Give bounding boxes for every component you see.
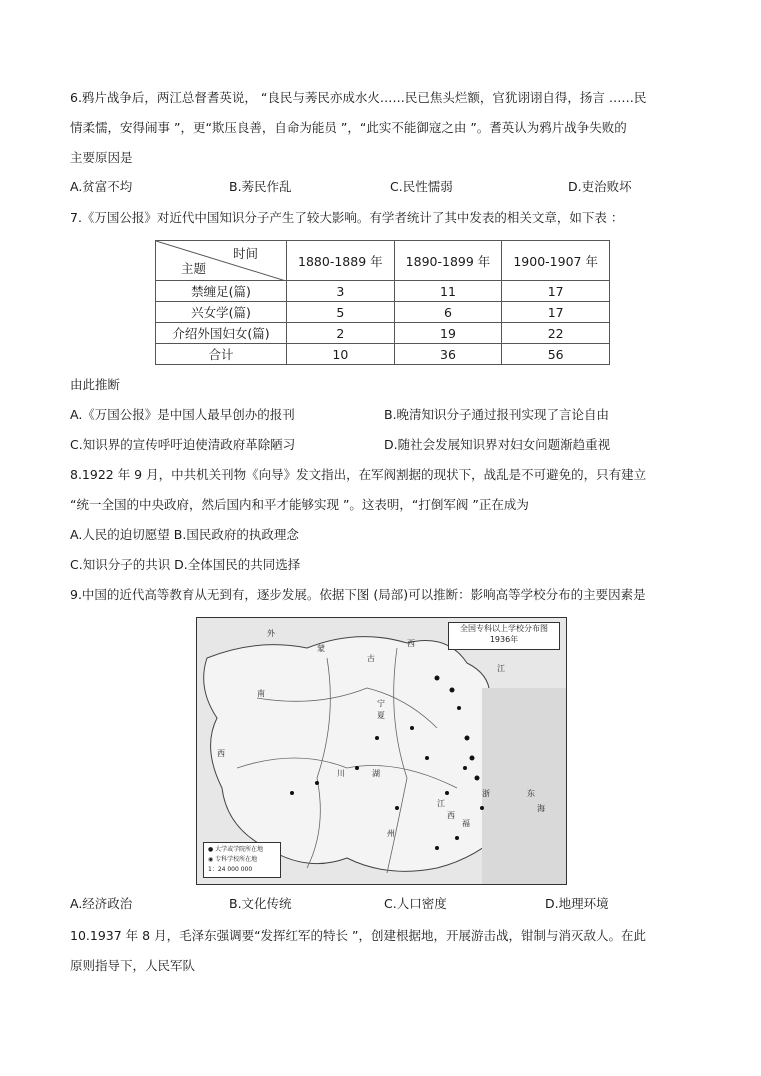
q10-stem-line2: 原则指导下，人民军队 <box>70 958 196 973</box>
corner-topic-label: 主题 <box>181 261 207 276</box>
q6-option-d: D.吏治败坏 <box>568 179 632 194</box>
map-label: 宁 <box>377 699 385 708</box>
table-corner-cell <box>156 241 287 281</box>
row-label: 介绍外国妇女(篇) <box>156 323 287 344</box>
q9-option-a: A.经济政治 <box>70 896 133 911</box>
legend-college: 专科学校所在地 <box>215 856 258 863</box>
map-label: 西 <box>407 639 415 648</box>
table-cell: 6 <box>394 302 502 323</box>
q9-stem: 9.中国的近代高等教育从无到有，逐步发展。依据下图 (局部)可以推断：影响高等学校分布的主要因素是 <box>70 587 646 602</box>
table-cell: 56 <box>502 344 610 365</box>
row-label: 禁缠足(篇) <box>156 281 287 302</box>
row-label: 兴女学(篇) <box>156 302 287 323</box>
map-label: 南 <box>257 689 265 698</box>
map-label: 福 <box>462 819 470 828</box>
map-label: 海 <box>537 804 545 813</box>
q8-stem-line1: 8.1922 年 9 月，中共机关刊物《向导》发文指出，在军阀割据的现状下，战乱是不可避免的，只有建立 <box>70 467 647 482</box>
map-label: 西 <box>447 811 455 820</box>
table-cell: 36 <box>394 344 502 365</box>
map-year: 1936年 <box>489 635 519 644</box>
row-label: 合计 <box>156 344 287 365</box>
table-cell: 17 <box>502 281 610 302</box>
map-label: 江 <box>437 799 445 808</box>
map-label: 蒙 <box>317 644 325 653</box>
table-cell: 10 <box>287 344 395 365</box>
column-header: 1880-1889 年 <box>287 241 395 281</box>
university-marker-icon: ● <box>208 846 214 853</box>
map-label: 西 <box>217 749 225 758</box>
column-header: 1890-1899 年 <box>394 241 502 281</box>
q7-option-c: C.知识界的宣传呼吁迫使清政府革除陋习 <box>70 437 296 452</box>
q6-stem-line3: 主要原因是 <box>70 150 133 165</box>
q9-option-d: D.地理环境 <box>545 896 609 911</box>
map-label: 州 <box>387 829 395 838</box>
q7-statistics-table <box>155 240 610 365</box>
corner-time-label: 时间 <box>232 246 258 261</box>
q7-infer: 由此推断 <box>70 377 121 392</box>
map-label: 湖 <box>372 769 380 778</box>
college-marker-icon: ◉ <box>208 856 214 863</box>
diagonal-line <box>156 241 286 281</box>
column-header: 1900-1907 年 <box>502 241 610 281</box>
table-cell: 19 <box>394 323 502 344</box>
map-legend <box>203 842 281 878</box>
q7-stem: 7.《万国公报》对近代中国知识分子产生了较大影响。有学者统计了其中发表的相关文章，如下表 ： <box>70 210 624 225</box>
legend-university: 大学或学院所在地 <box>215 846 264 853</box>
q6-stem-line2: 情柔懦，安得闹事 ”，更“欺压良善，自命为能员 ”，“此实不能御寇之由 ”。耆英认为鸦片战争失败的 <box>70 120 627 135</box>
table-cell: 11 <box>394 281 502 302</box>
map-label: 浙 <box>482 789 490 798</box>
q7-option-a: A.《万国公报》是中国人最早创办的报刊 <box>70 407 295 422</box>
q8-options-cd: C.知识分子的共识 D.全体国民的共同选择 <box>70 557 301 572</box>
school-distribution-map <box>196 617 567 885</box>
table-cell: 22 <box>502 323 610 344</box>
map-label: 外 <box>267 629 275 638</box>
table-row <box>156 281 610 302</box>
map-label: 江 <box>497 664 505 673</box>
q6-stem-line1: 6.鸦片战争后，两江总督耆英说， “良民与莠民亦成水火……民已焦头烂额，官犹诩诩自得，扬言 ……民 <box>70 90 647 105</box>
table-cell: 5 <box>287 302 395 323</box>
map-label: 古 <box>367 654 375 663</box>
map-title-box <box>448 622 560 650</box>
map-scale: 1：24 000 000 <box>208 866 253 873</box>
table-cell: 3 <box>287 281 395 302</box>
map-label: 川 <box>337 769 345 778</box>
q9-option-b: B.文化传统 <box>229 896 292 911</box>
table-cell: 2 <box>287 323 395 344</box>
q6-option-a: A.贫富不均 <box>70 179 133 194</box>
q8-stem-line2: “统一全国的中央政府，然后国内和平才能够实现 ”。这表明，“打倒军阀 ”正在成为 <box>70 497 529 512</box>
q6-option-c: C.民性懦弱 <box>390 179 453 194</box>
table-cell: 17 <box>502 302 610 323</box>
q8-options-ab: A.人民的迫切愿望 B.国民政府的执政理念 <box>70 527 299 542</box>
map-label: 东 <box>527 789 535 798</box>
q7-option-b: B.晚清知识分子通过报刊实现了言论自由 <box>384 407 610 422</box>
q9-option-c: C.人口密度 <box>384 896 447 911</box>
q10-stem-line1: 10.1937 年 8 月，毛泽东强调要“发挥红军的特长 ”，创建根据地，开展游击战，钳制与消灭敌人。在此 <box>70 928 646 943</box>
map-title: 全国专科以上学校分布图 <box>460 624 548 633</box>
q6-option-b: B.莠民作乱 <box>229 179 292 194</box>
map-label: 夏 <box>377 711 385 720</box>
table-row <box>156 323 610 344</box>
table-row <box>156 302 610 323</box>
q7-option-d: D.随社会发展知识界对妇女问题渐趋重视 <box>384 437 611 452</box>
table-row <box>156 344 610 365</box>
